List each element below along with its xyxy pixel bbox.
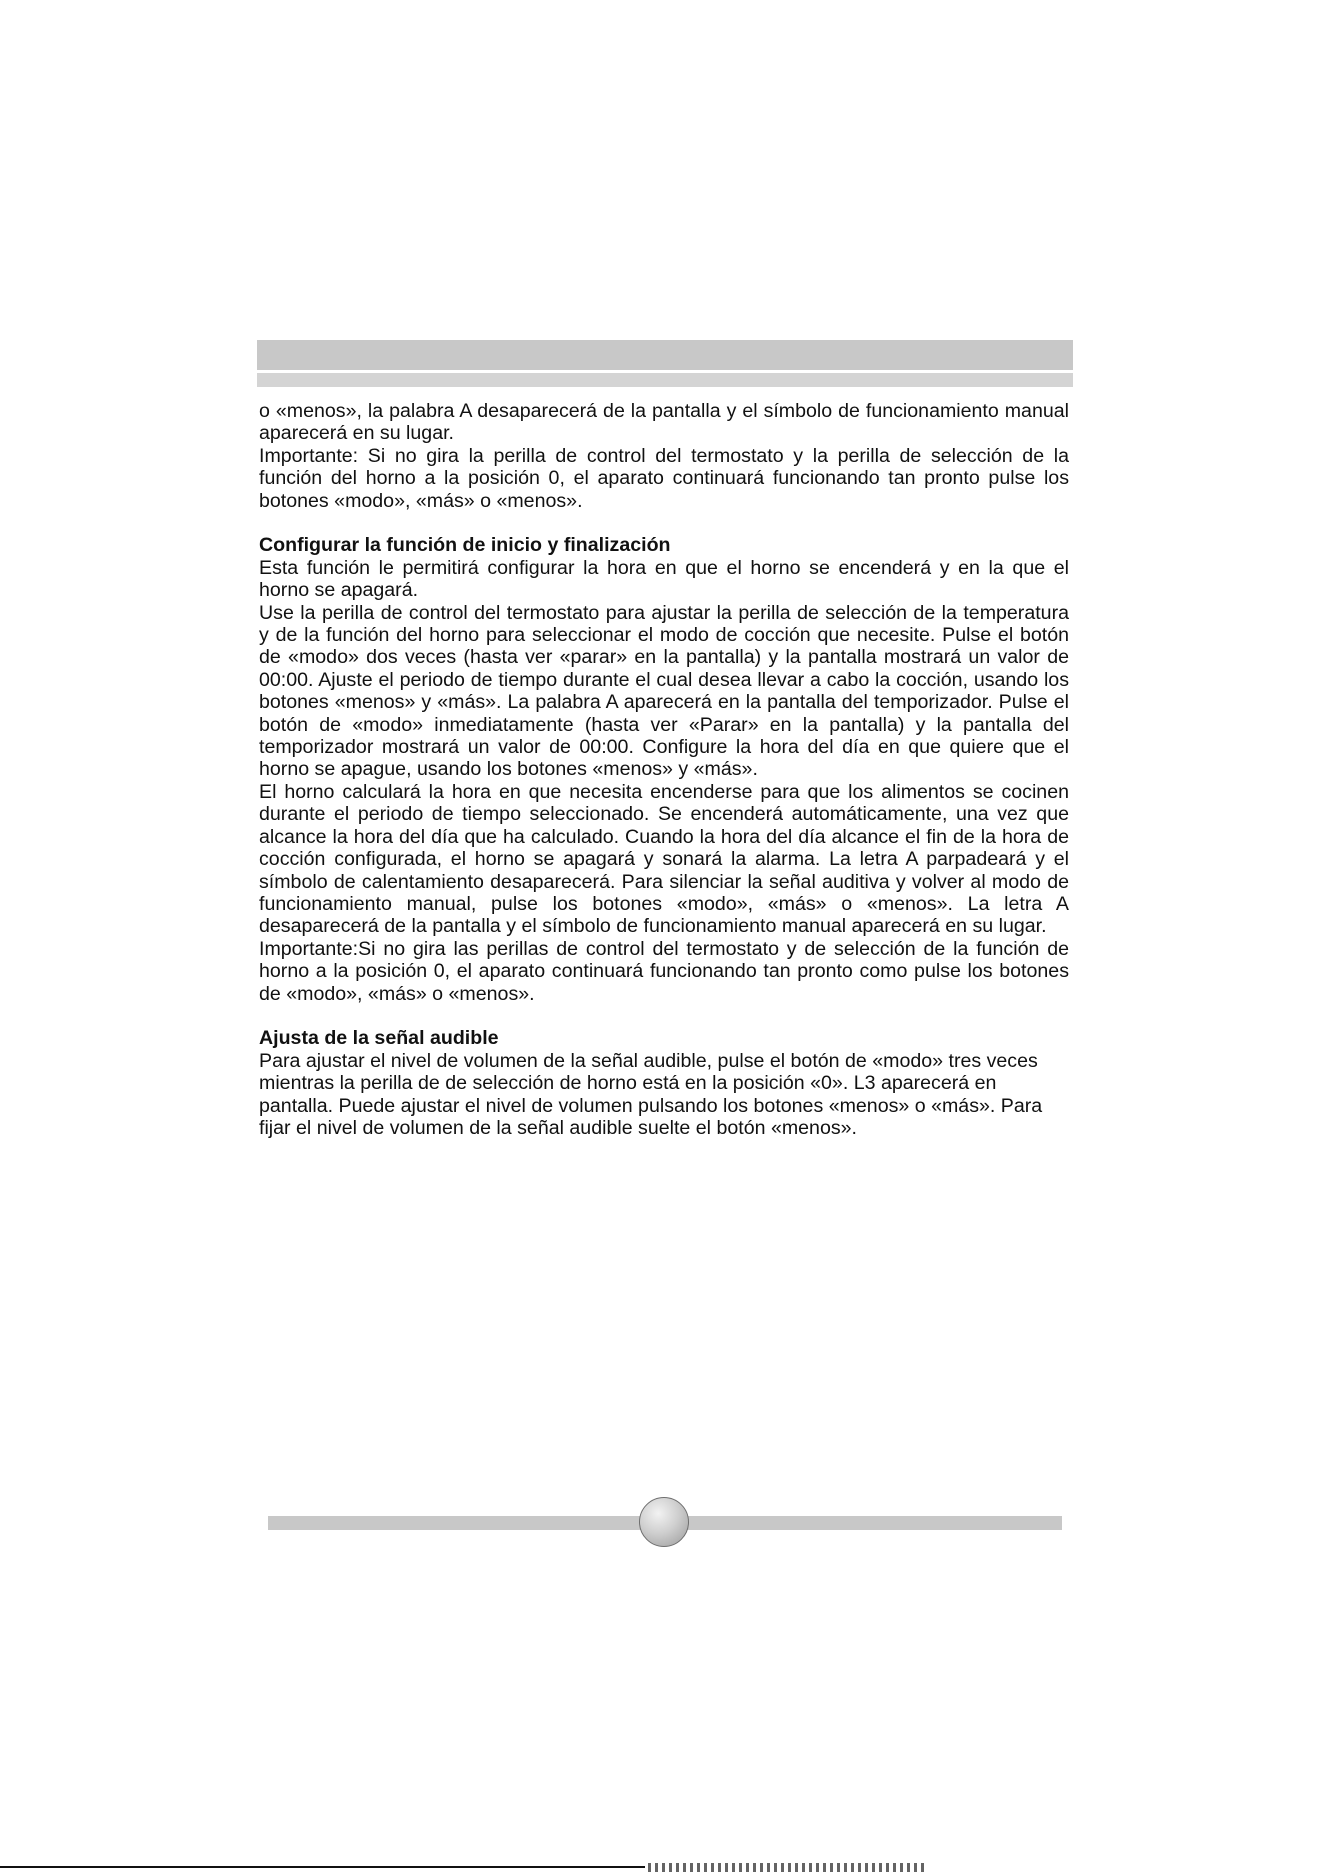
important-note: Importante: Si no gira la perilla de control del termostato y la perilla de selección de la función del horno a la posición 0, el aparato continuará funcionando tan pronto pulse los botones «modo», «más» o «menos». <box>259 444 1069 512</box>
important-note: Importante:Si no gira las perillas de control del termostato y de selección de la función de horno a la posición 0, el aparato continuará funcionando tan pronto como pulse los botones de «modo», «más» o «menos». <box>259 937 1069 1005</box>
paragraph: Esta función le permitirá configurar la hora en que el horno se encenderá y en la que el horno se apagará. <box>259 556 1069 602</box>
bottom-edge-line <box>0 1866 645 1868</box>
paragraph: El horno calculará la hora en que necesita encenderse para que los alimentos se cocinen durante el periodo de tiempo seleccionado. Se encenderá automáticamente, una vez que alcance la hora del día que ha calculado. Cuando la hora del día alcance el fin de la hora de cocción configurada, el horno se apagará y sonará la alarma. La letra A parpadeará y el símbolo de calentamiento desaparecerá. Para silenciar la señal auditiva y volver al modo de funcionamiento manual, pulse los botones «modo», «más» o «menos». La letra A desaparecerá de la pantalla y el símbolo de funcionamiento manual aparecerá en su lugar. <box>259 780 1069 938</box>
paragraph: Para ajustar el nivel de volumen de la señal audible, pulse el botón de «modo» tres veces mientras la perilla de de selección de horno está en la posición «0». L3 aparecerá en pantalla. Puede ajustar el nivel de volumen pulsando los botones «menos» o «más». Para fijar el nivel de volumen de la señal audible suelte el botón «menos». <box>259 1049 1043 1139</box>
section-heading-start-end: Configurar la función de inicio y finalización <box>259 534 671 557</box>
paragraph: Use la perilla de control del termostato para ajustar la perilla de selección de la temperatura y de la función del horno para seleccionar el modo de cocción que necesite. Pulse el botón de «modo» dos veces (hasta ver «parar» en la pantalla) y la pantalla mostrará un valor de 00:00. Ajuste el periodo de tiempo durante el cual desea llevar a cabo la cocción, usando los botones «menos» y «más». La palabra A aparecerá en la pantalla del temporizador. Pulse el botón de «modo» inmediatamente (hasta ver «Parar» en la pantalla) y la pantalla del temporizador mostrará un valor de 00:00. Configure la hora del día en que quiere que el horno se apague, usando los botones «menos» y «más». <box>259 601 1069 781</box>
section-heading-audible: Ajusta de la señal audible <box>259 1027 499 1050</box>
page-body <box>259 400 1069 1139</box>
spacer <box>259 1005 1069 1027</box>
header-rule <box>257 373 1073 387</box>
header-band <box>257 340 1073 370</box>
spacer <box>259 512 1069 534</box>
bottom-edge-marks <box>648 1863 928 1872</box>
page-number-circle <box>639 1497 689 1547</box>
paragraph: o «menos», la palabra A desaparecerá de la pantalla y el símbolo de funcionamiento manual aparecerá en su lugar. <box>259 400 1069 445</box>
